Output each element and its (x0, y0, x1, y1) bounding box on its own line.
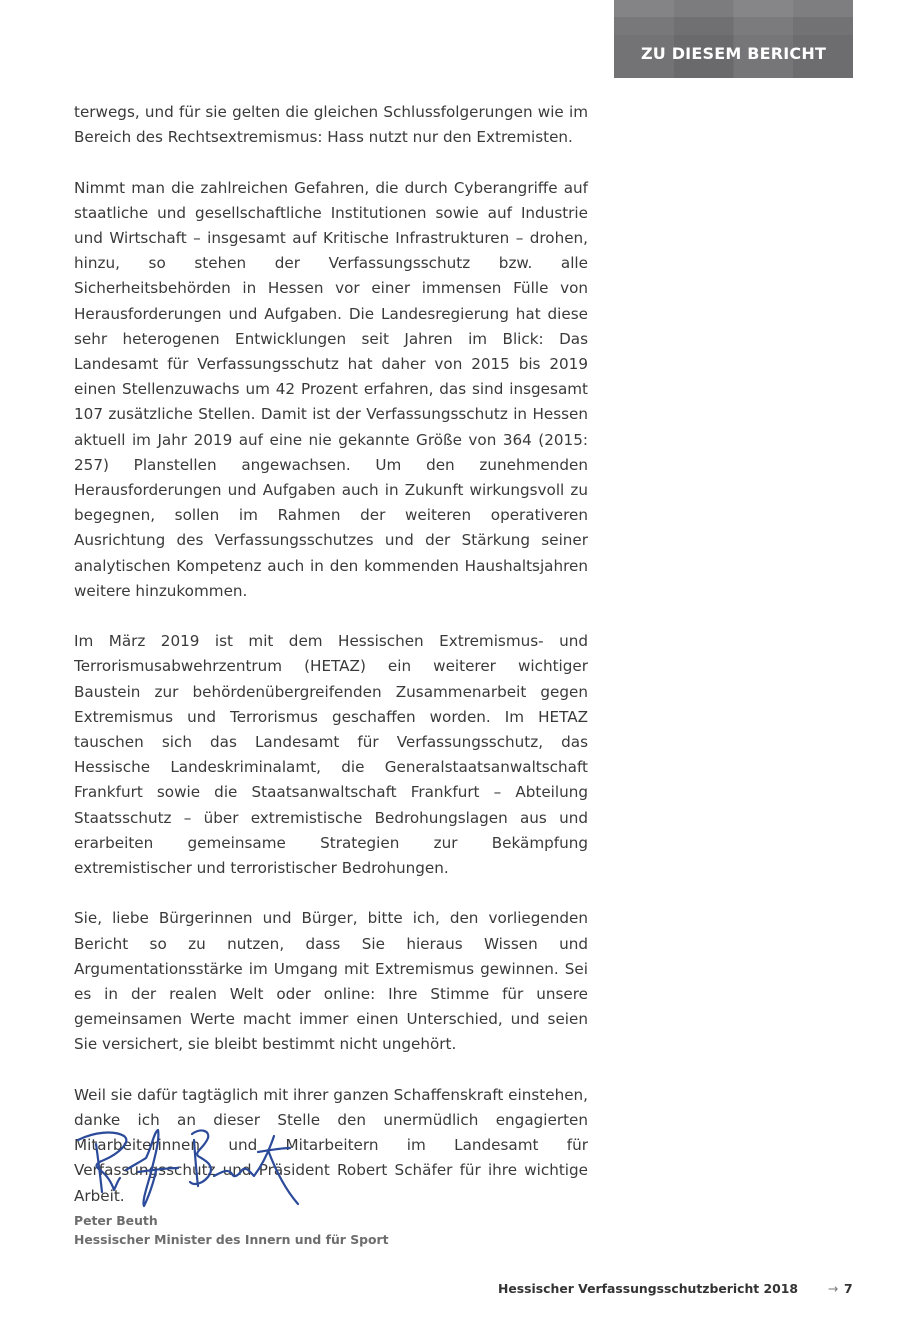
paragraph: Sie, liebe Bürgerinnen und Bürger, bitte ich, den vorliegenden Bericht so zu nutzen, dass Sie hieraus Wissen und Argumentationsstärke im Umgang mit Extremismus gewinnen. Sei es in der realen Welt oder online: Ihre Stimme für unsere gemeinsamen Werte macht immer einen Unterschied, und seien Sie versichert, sie bleibt bestimmt nicht ungehört. (74, 909, 588, 1054)
footer-publication-title: Hessischer Verfassungsschutzbericht 2018 (498, 1281, 798, 1296)
paragraph: terwegs, und für sie gelten die gleichen Schlussfolgerungen wie im Bereich des Rechtsextremismus: Hass nutzt nur den Extremisten. (74, 103, 588, 147)
signature-stroke (214, 1136, 274, 1176)
paragraph: Weil sie dafür tagtäglich mit ihrer ganzen Schaffenskraft einstehen, danke ich an dieser Stelle den unermüdlich engagierten Mitarbeiterinnen und Mitarbeitern im Landesamt für Verfassungsschutz und Präsident Robert Schäfer für ihre wichtige Arbeit. (74, 1085, 588, 1205)
signature-stroke (126, 1130, 158, 1206)
signer-title: Hessischer Minister des Innern und für Sport (74, 1232, 389, 1247)
signature-stroke (194, 1140, 198, 1186)
section-label: ZU DIESEM BERICHT (640, 44, 827, 63)
signature-image (74, 1126, 306, 1208)
signature-stroke (138, 1168, 178, 1172)
section-tab (614, 0, 853, 78)
signer-name: Peter Beuth (74, 1213, 158, 1228)
body-text (74, 100, 588, 1234)
signature-stroke (268, 1150, 298, 1204)
signature-stroke (258, 1148, 290, 1152)
signature-stroke (190, 1131, 211, 1184)
arrow-right-icon: → (828, 1281, 839, 1296)
signature-stroke (78, 1133, 126, 1190)
page-number: 7 (844, 1281, 853, 1296)
paragraph: Im März 2019 ist mit dem Hessischen Extremismus- und Terrorismusabwehrzentrum (HETAZ) ein weiterer wichtiger Baustein zur behördenübergreifenden Zusammenarbeit gegen Extremismus und Terrorismus geschaffen worden. Im HETAZ tauschen sich das Landesamt für Verfassungsschutz, das Hessische Landeskriminalamt, die Generalstaatsanwaltschaft Frankfurt sowie die Staatsanwaltschaft Frankfurt – Abteilung Staatsschutz – über extremistische Bedrohungslagen aus und erarbeiten gemeinsame Strategien zur Bekämpfung extremistischer und terroristischer Bedrohungen. (74, 632, 588, 878)
paragraph: Nimmt man die zahlreichen Gefahren, die durch Cyberangriffe auf staatliche und gesellschaftliche Institutionen sowie auf Industrie und Wirtschaft – insgesamt auf Kritische Infrastrukturen – drohen, hinzu, so stehen der Verfassungsschutz bzw. alle Sicherheitsbehörden in Hessen vor einer immensen Fülle von Herausforderungen und Aufgaben. Die Landesregierung hat diese sehr heterogenen Entwicklungen seit Jahren im Blick: Das Landesamt für Verfassungsschutz hat daher von 2015 bis 2019 einen Stellenzuwachs um 42 Prozent erfahren, das sind insgesamt 107 zusätzliche Stellen. Damit ist der Verfassungsschutz in Hessen aktuell im Jahr 2019 auf eine nie gekannte Größe von 364 (2015: 257) Planstellen angewachsen. Um den zunehmenden Herausforderungen und Aufgaben auch in Zukunft wirkungsvoll zu begegnen, sollen im Rahmen der weiteren operativeren Ausrichtung des Verfassungsschutzes und der Stärkung seiner analytischen Kompetenz auch in den kommenden Haushaltsjahren weitere hinzukommen. (74, 178, 588, 600)
